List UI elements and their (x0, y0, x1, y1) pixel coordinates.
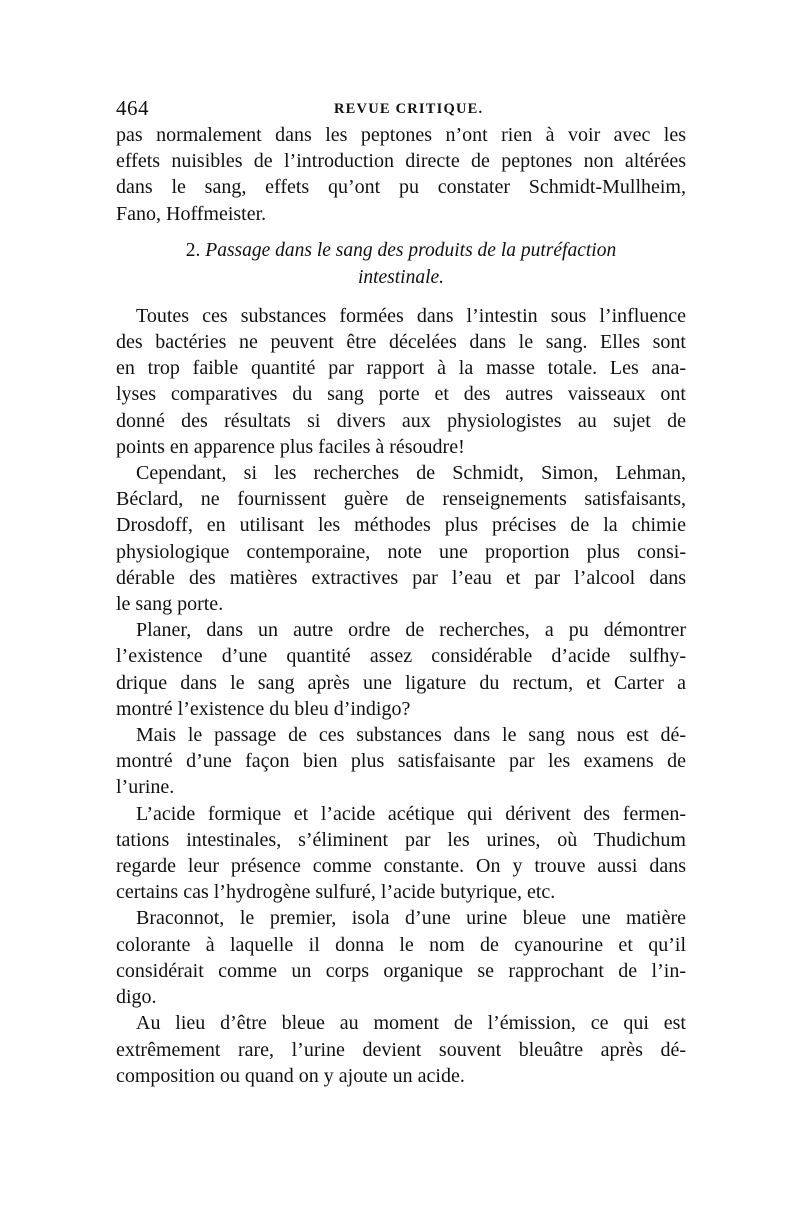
paragraph-7 (116, 1010, 686, 1089)
page-number: 464 (116, 96, 149, 120)
text-line: Fano, Hoffmeister. (116, 202, 267, 225)
paragraph-1 (116, 303, 686, 460)
text-line: Braconnot, le premier, isola d’une urine bleue une matière (136, 907, 686, 930)
text-line: effets nuisibles de l’introduction directe de peptones non altérées (116, 150, 686, 173)
page (116, 92, 686, 1089)
text-line: Planer, dans un autre ordre de recherches, a pu démontrer (136, 619, 686, 642)
text-line: Au lieu d’être bleue au moment de l’émission, ce qui est (136, 1012, 686, 1035)
paragraph-2 (116, 460, 686, 617)
section-title-line2: intestinale. (357, 266, 445, 288)
text-line: montré l’existence du bleu d’indigo? (116, 697, 411, 720)
text-line: extrêmement rare, l’urine devient souvent bleuâtre après dé- (116, 1038, 686, 1061)
section-title-line1: Passage dans le sang des produits de la putréfaction (205, 239, 617, 261)
page-header (116, 92, 686, 122)
body-text (116, 122, 686, 1089)
text-line: lyses comparatives du sang porte et des autres vaisseaux ont (116, 383, 686, 406)
text-line: Mais le passage de ces substances dans le sang nous est dé- (136, 724, 686, 747)
text-line: physiologique contemporaine, note une proportion plus consi- (116, 540, 686, 563)
text-line: dans le sang, effets qu’ont pu constater Schmidt-Mullheim, (116, 176, 686, 199)
text-line: digo. (116, 986, 157, 1009)
section-heading (116, 237, 686, 291)
text-line: l’urine. (116, 776, 175, 799)
paragraph-3 (116, 617, 686, 722)
text-line: composition ou quand on y ajoute un acide. (116, 1064, 465, 1087)
text-line: Drosdoff, en utilisant les méthodes plus précises de la chimie (116, 514, 686, 537)
intro-paragraph (116, 122, 686, 227)
paragraph-5 (116, 801, 686, 906)
text-line: dérable des matières extractives par l’eau et par l’alcool dans (116, 566, 686, 589)
text-line: en trop faible quantité par rapport à la masse totale. Les ana- (116, 357, 686, 380)
paragraph-4 (116, 722, 686, 801)
running-title: REVUE CRITIQUE. (334, 101, 484, 117)
text-line: le sang porte. (116, 593, 224, 616)
text-line: tations intestinales, s’éliminent par les urines, où Thudichum (116, 828, 686, 851)
text-line: des bactéries ne peuvent être décelées dans le sang. Elles sont (116, 331, 686, 354)
text-line: regarde leur présence comme constante. On y trouve aussi dans (116, 855, 686, 878)
paragraph-6 (116, 905, 686, 1010)
text-line: drique dans le sang après une ligature du rectum, et Carter a (116, 671, 686, 694)
text-line: L’acide formique et l’acide acétique qui dérivent des fermen- (136, 802, 686, 825)
text-line: colorante à laquelle il donna le nom de cyanourine et qu’il (116, 933, 686, 956)
text-line: certains cas l’hydrogène sulfuré, l’acide butyrique, etc. (116, 881, 556, 904)
text-line: montré d’une façon bien plus satisfaisante par les examens de (116, 750, 686, 773)
text-line: pas normalement dans les peptones n’ont rien à voir avec les (116, 124, 686, 146)
text-line: donné des résultats si divers aux physiologistes au sujet de (116, 409, 686, 432)
text-line: points en apparence plus faciles à résoudre! (116, 435, 465, 458)
section-number: 2. (185, 239, 201, 261)
text-line: Cependant, si les recherches de Schmidt, Simon, Lehman, (136, 462, 686, 485)
text-line: l’existence d’une quantité assez considérable d’acide sulfhy- (116, 645, 686, 668)
text-line: Béclard, ne fournissent guère de renseignements satisfaisants, (116, 488, 686, 511)
text-line: Toutes ces substances formées dans l’intestin sous l’influence (136, 304, 686, 327)
text-line: considérait comme un corps organique se rapprochant de l’in- (116, 959, 686, 982)
